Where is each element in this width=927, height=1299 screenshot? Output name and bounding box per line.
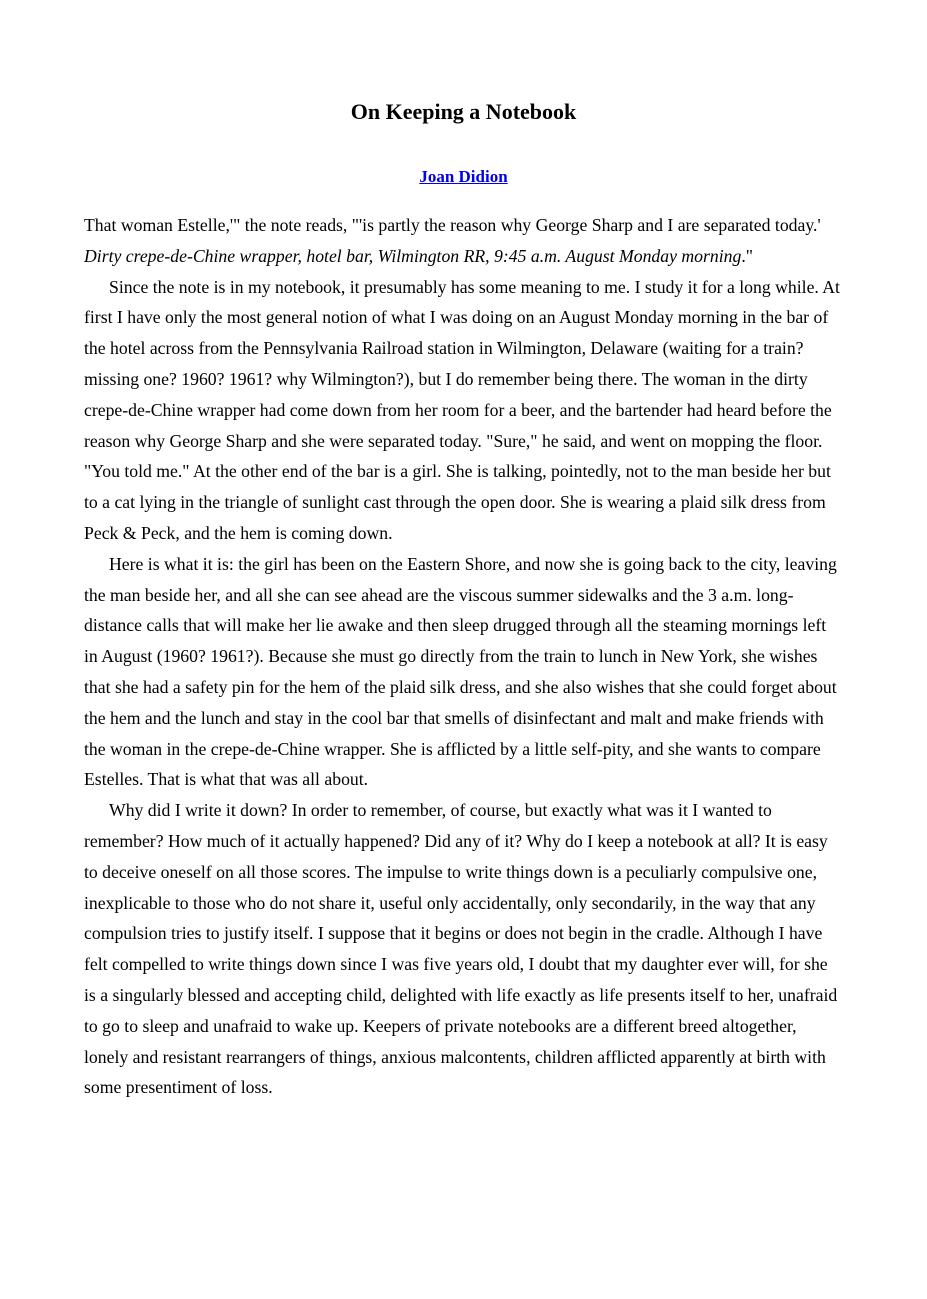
essay-body bbox=[84, 210, 843, 1103]
text-run: Why did I write it down? In order to remember, of course, but exactly what was it I wanted to remember? How much of it actually happened? Did any of it? Why do I keep a notebook at all? It is easy to deceive oneself on all those scores. The impulse to write things down is a peculiarly compulsive one, inexplicable to those who do not share it, useful only accidentally, only secondarily, in the way that any compulsion tries to justify itself. I suppose that it begins or does not begin in the cradle. Although I have felt compelled to write things down since I was five years old, I doubt that my daughter ever will, for she is a singularly blessed and accepting child, delighted with life exactly as life presents itself to her, unafraid to go to sleep and unafraid to wake up. Keepers of private notebooks are a different breed altogether, lonely and resistant rearrangers of things, anxious malcontents, children afflicted apparently at birth with some presentiment of loss. bbox=[84, 800, 838, 1098]
paragraph bbox=[84, 272, 843, 549]
paragraph bbox=[84, 795, 843, 1103]
text-run: ." bbox=[741, 245, 753, 266]
paragraph bbox=[84, 210, 843, 272]
author-link[interactable]: Joan Didion bbox=[419, 167, 508, 186]
page-title: On Keeping a Notebook bbox=[350, 99, 577, 124]
paragraph bbox=[84, 549, 843, 795]
document-page bbox=[84, 99, 843, 1103]
italic-text-run: Dirty crepe-de-Chine wrapper, hotel bar, Wilmington RR, 9:45 a.m. August Monday morning bbox=[84, 245, 742, 266]
text-run: Here is what it is: the girl has been on the Eastern Shore, and now she is going back to the city, leaving the man beside her, and all she can see ahead are the viscous summer sidewalks and the 3 a.m. long-distance calls that will make her lie awake and then sleep drugged through all the steaming mornings left in August (1960? 1961?). Because she must go directly from the train to lunch in New York, she wishes that she had a safety pin for the hem of the plaid silk dress, and she also wishes that she could forget about the hem and the lunch and stay in the cool bar that smells of disinfectant and malt and make friends with the woman in the crepe-de-Chine wrapper. She is afflicted by a little self-pity, and she wants to compare Estelles. That is what that was all about. bbox=[84, 553, 837, 790]
byline bbox=[84, 167, 843, 187]
text-run: Since the note is in my notebook, it presumably has some meaning to me. I study it for a long while. At first I have only the most general notion of what I was doing on an August Monday morning in the bar of the hotel across from the Pennsylvania Railroad station in Wilmington, Delaware (waiting for a train? missing one? 1960? 1961? why Wilmington?), but I do remember being there. The woman in the dirty crepe-de-Chine wrapper had come down from her room for a beer, and the bartender had heard before the reason why George Sharp and she were separated today. "Sure," he said, and went on mopping the floor. "You told me." At the other end of the bar is a girl. She is talking, pointedly, not to the man beside her but to a cat lying in the triangle of sunlight cast through the open door. She is wearing a plaid silk dress from Peck & Peck, and the hem is coming down. bbox=[84, 276, 840, 543]
text-run: That woman Estelle,'" the note reads, "'is partly the reason why George Sharp and I are separated today.' bbox=[84, 215, 821, 235]
